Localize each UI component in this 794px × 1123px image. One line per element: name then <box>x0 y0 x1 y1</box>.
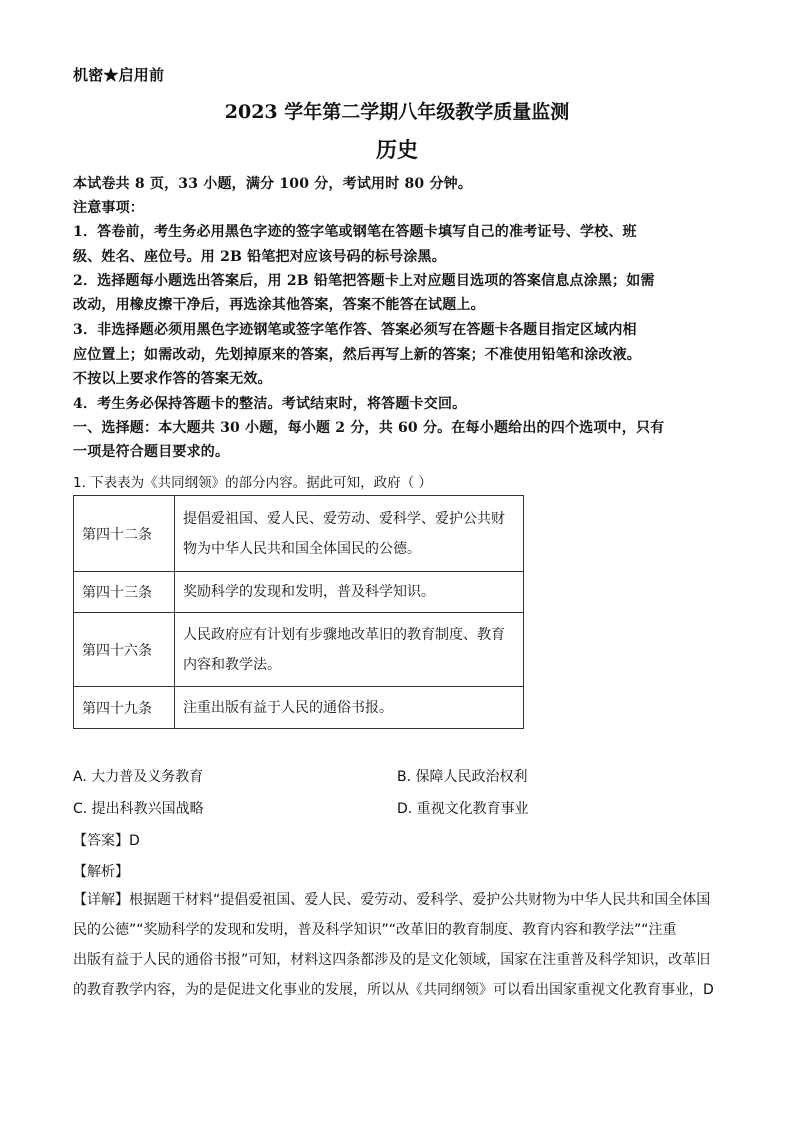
gangling-table <box>73 495 524 729</box>
exam-title: 2023 学年第二学期八年级教学质量监测 <box>224 101 570 123</box>
note-line: 3．非选择题必须用黑色字迹钢笔或签字笔作答、答案必须写在答题卡各题目指定区域内相 <box>73 322 637 338</box>
note-line: 级、姓名、座位号。用 2B 铅笔把对应该号码的标号涂黑。 <box>73 249 446 265</box>
detail-line: 【详解】根据题干材料“提倡爱祖国、爱人民、爱劳动、爱科学、爱护公共财物为中华人民共和国全体国 <box>73 892 711 908</box>
option-b: B. 保障人民政治权利 <box>397 769 528 785</box>
analysis-detail <box>73 885 723 1005</box>
article-text-line: 人民政府应有计划有步骤地改革旧的教育制度、教育 <box>183 626 505 643</box>
article-text-line: 物为中华人民共和国全体国民的公德。 <box>183 540 421 557</box>
table-row <box>74 572 524 613</box>
detail-line: 民的公德”“奖励科学的发现和发明，普及科学知识”“改革旧的教育制度、教育内容和教学法”“注重 <box>73 922 677 938</box>
note-line: 2．选择题每小题选出答案后，用 2B 铅笔把答题卡上对应题目选项的答案信息点涂黑；如需 <box>73 273 655 289</box>
table-row <box>74 613 524 687</box>
article-text <box>175 572 524 613</box>
option-c: C. 提出科教兴国战略 <box>73 801 204 817</box>
option-a: A. 大力普及义务教育 <box>73 769 204 785</box>
section-heading-cont: 一项是符合题目要求的。 <box>73 444 230 460</box>
detail-line: 出版有益于人民的通俗书报”可知，材料这四条都涉及的是文化领域，国家在注重普及科学知识，改革旧 <box>73 952 711 968</box>
article-text-line: 注重出版有益于人民的通俗书报。 <box>183 699 393 716</box>
article-text <box>175 496 524 572</box>
section-heading: 一、选择题：本大题共 30 小题，每小题 2 分，共 60 分。在每小题给出的四个选项中，只有 <box>73 420 665 436</box>
table-row <box>74 687 524 729</box>
table-row <box>74 496 524 572</box>
note-line: 不按以上要求作答的答案无效。 <box>73 371 272 387</box>
question-1-stem: 1. 下表表为《共同纲领》的部分内容。据此可知，政府（ ） <box>73 475 432 491</box>
note-line: 应位置上；如需改动，先划掉原来的答案，然后再写上新的答案；不准使用铅笔和涂改液。 <box>73 347 641 363</box>
article-number: 第四十九条 <box>74 687 175 729</box>
notes-title: 注意事项： <box>73 200 144 216</box>
note-line: 改动，用橡皮擦干净后，再选涂其他答案，答案不能答在试题上。 <box>73 297 485 313</box>
article-text <box>175 613 524 687</box>
exam-info: 本试卷共 8 页，33 小题，满分 100 分，考试用时 80 分钟。 <box>73 176 473 192</box>
answer-label: 【答案】D <box>73 833 140 849</box>
detail-line: 的教育教学内容，为的是促进文化事业的发展，所以从《共同纲领》可以看出国家重视文化教育事业，D <box>73 982 714 998</box>
article-text-line: 提倡爱祖国、爱人民、爱劳动、爱科学、爱护公共财 <box>183 510 505 527</box>
article-text <box>175 687 524 729</box>
subject-title: 历史 <box>376 137 418 162</box>
article-text-line: 奖励科学的发现和发明，普及科学知识。 <box>183 584 435 600</box>
article-number: 第四十六条 <box>74 613 175 687</box>
note-line: 4．考生务必保持答题卡的整洁。考试结束时，将答题卡交回。 <box>73 396 467 412</box>
article-number: 第四十二条 <box>74 496 175 572</box>
analysis-label: 【解析】 <box>73 864 129 880</box>
article-text-line: 内容和教学法。 <box>183 656 281 673</box>
confidential-label: 机密★启用前 <box>73 66 165 84</box>
note-line: 1．答卷前，考生务必用黑色字迹的签字笔或钢笔在答题卡填写自己的准考证号、学校、班 <box>73 224 637 240</box>
article-number: 第四十三条 <box>74 572 175 613</box>
option-d: D. 重视文化教育事业 <box>397 801 529 817</box>
